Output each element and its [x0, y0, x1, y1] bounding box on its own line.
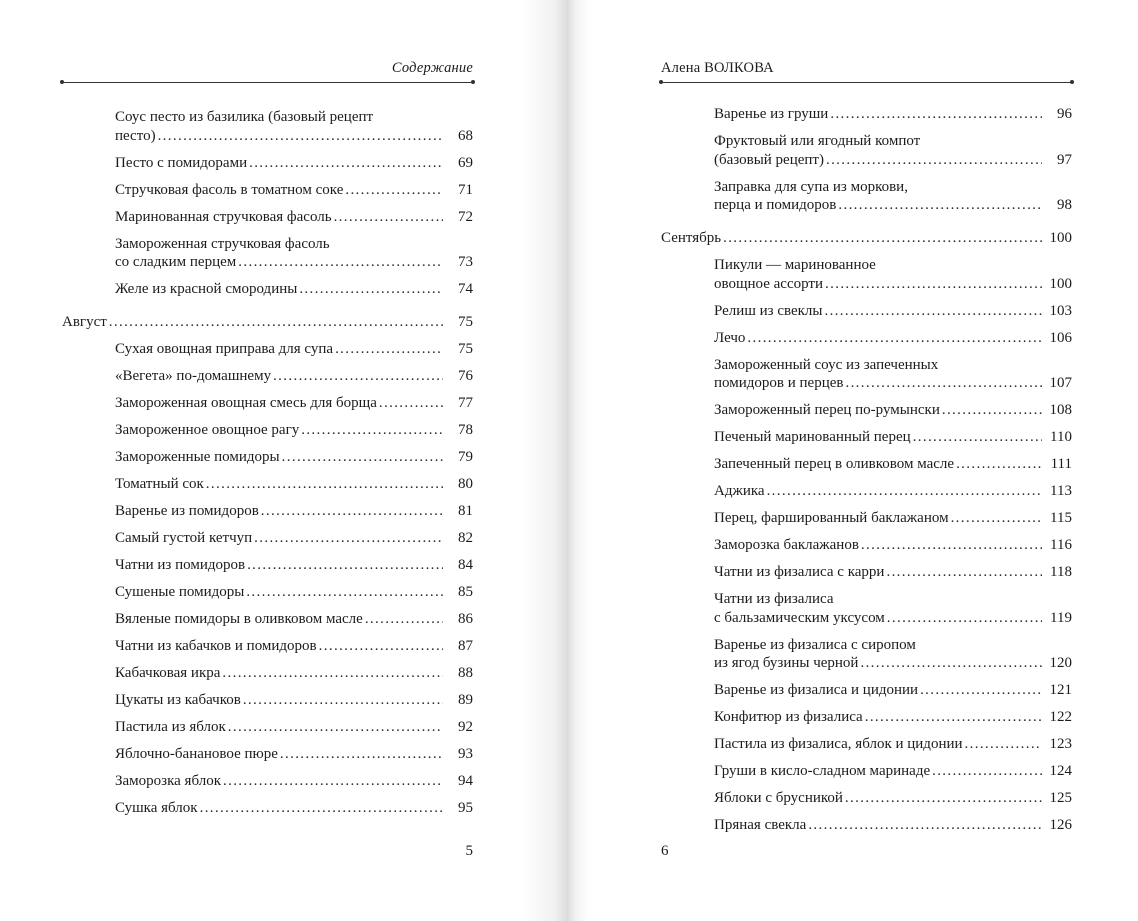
- toc-entry: [62, 367, 473, 386]
- toc-page-number: 100: [1049, 230, 1072, 246]
- toc-entry: [661, 816, 1072, 835]
- dot-leader: [334, 208, 443, 227]
- toc-entry-title: Замороженные помидоры: [115, 449, 280, 465]
- toc-entry-title: Яблочно-банановое пюре: [115, 746, 278, 762]
- dot-leader: [886, 563, 1042, 582]
- toc-entry-title-line: Фруктовый или ягодный компот: [714, 133, 921, 149]
- dot-leader: [860, 654, 1042, 673]
- toc-entry: [62, 340, 473, 359]
- dot-leader: [273, 367, 443, 386]
- toc-entry: [661, 256, 1072, 293]
- toc-entry-title: Кабачковая икра: [115, 665, 221, 681]
- toc-page-number: 88: [458, 665, 473, 681]
- toc-section-entry: [661, 229, 1072, 248]
- toc-page-number: 100: [1049, 275, 1072, 292]
- dot-leader: [826, 151, 1042, 170]
- toc-page-number: 82: [458, 530, 473, 546]
- toc-page-number: 94: [458, 773, 473, 789]
- toc-page-number: 97: [1057, 151, 1072, 168]
- toc-entry-title: Сушеные помидоры: [115, 584, 245, 600]
- toc-entry: [62, 583, 473, 602]
- toc-page-number: 123: [1049, 736, 1072, 752]
- dot-leader: [246, 583, 443, 602]
- toc-entry: [62, 745, 473, 764]
- toc-entry: [661, 105, 1072, 124]
- dot-leader: [824, 302, 1042, 321]
- toc-entry: [62, 502, 473, 521]
- toc-page-number: 115: [1050, 510, 1072, 526]
- dot-leader: [956, 455, 1042, 474]
- toc-page-number: 93: [458, 746, 473, 762]
- toc-page-number: 113: [1050, 483, 1072, 499]
- toc-page-number: 98: [1057, 197, 1072, 213]
- toc-entry-title: Заморозка яблок: [115, 773, 221, 789]
- toc-entry: [661, 329, 1072, 348]
- dot-leader: [345, 181, 443, 200]
- toc-entry: [62, 181, 473, 200]
- toc-page-number: 71: [458, 181, 473, 198]
- toc-page-number: 95: [458, 800, 473, 816]
- toc-entry-title: перца и помидоров: [714, 197, 837, 213]
- dot-leader: [379, 394, 443, 413]
- page-number: 6: [661, 843, 669, 859]
- toc-entry: [62, 772, 473, 791]
- dot-leader: [767, 482, 1042, 501]
- left-page: [0, 0, 567, 921]
- toc-page-number: 85: [458, 584, 473, 600]
- toc-entry-title: Чатни из кабачков и помидоров: [115, 638, 317, 654]
- toc-page-number: 108: [1049, 402, 1072, 418]
- toc-page-number: 81: [458, 503, 473, 519]
- toc-page-number: 118: [1050, 564, 1072, 580]
- toc-entry: [661, 401, 1072, 420]
- toc-entry-title: Томатный сок: [115, 476, 204, 492]
- toc-entry: [661, 762, 1072, 781]
- toc-entry-title-line: Соус песто из базилика (базовый рецепт: [115, 109, 374, 125]
- toc-entry: [62, 280, 473, 299]
- toc-entry-title-line: Чатни из физалиса: [714, 591, 834, 607]
- running-head: Содержание: [391, 60, 473, 76]
- toc-entry-title: Яблоки с брусникой: [714, 790, 843, 806]
- toc-entry-title: Замороженное овощное рагу: [115, 422, 300, 438]
- toc-entry-title: Варенье из физалиса и цидонии: [714, 682, 919, 698]
- dot-leader: [247, 556, 443, 575]
- toc-page-number: 79: [458, 449, 473, 465]
- toc-entry: [661, 132, 1072, 169]
- dot-leader: [942, 401, 1042, 420]
- toc-entry-title: Груши в кисло-сладном маринаде: [714, 763, 931, 779]
- toc-entry: [62, 556, 473, 575]
- toc-page-number: 116: [1050, 537, 1072, 553]
- toc-page-number: 121: [1049, 682, 1072, 698]
- toc-entry: [62, 637, 473, 656]
- toc-entry-title: «Вегета» по-домашнему: [115, 368, 272, 384]
- toc-page-number: 76: [458, 368, 473, 384]
- dot-leader: [280, 745, 443, 764]
- dot-leader: [965, 735, 1042, 754]
- toc-entry-title: Варенье из помидоров: [115, 503, 259, 519]
- toc-entry: [62, 448, 473, 467]
- toc-entry: [661, 455, 1072, 474]
- toc-page-number: 80: [458, 476, 473, 492]
- right-page: [567, 0, 1138, 921]
- toc-entry: [661, 789, 1072, 808]
- toc-entry-title: Заморозка баклажанов: [714, 537, 859, 553]
- toc-entry-title: Сушка яблок: [115, 800, 198, 816]
- toc-entry-title: Перец, фаршированный баклажаном: [714, 510, 949, 526]
- dot-leader: [913, 428, 1042, 447]
- toc-page-number: 78: [458, 422, 473, 438]
- toc-page-number: 124: [1049, 763, 1072, 779]
- toc-entry-title: Конфитюр из физалиса: [714, 709, 863, 725]
- toc-entry: [62, 208, 473, 227]
- toc-page-number: 122: [1049, 709, 1072, 725]
- toc-entry: [661, 636, 1072, 673]
- toc-page-number: 72: [458, 208, 473, 225]
- dot-leader: [282, 448, 443, 467]
- dot-leader: [920, 681, 1042, 700]
- toc-entry-title: Пастила из яблок: [115, 719, 226, 735]
- dot-leader: [365, 610, 443, 629]
- dot-leader: [830, 105, 1042, 124]
- dot-leader: [238, 253, 443, 272]
- dot-leader: [825, 275, 1042, 294]
- toc-entry: [661, 482, 1072, 501]
- toc-entry-title: Запеченный перец в оливковом масле: [714, 456, 955, 472]
- toc-page-number: 111: [1050, 456, 1072, 472]
- toc-entry-title: Замороженная овощная смесь для борща: [115, 395, 377, 411]
- toc-entry: [661, 563, 1072, 582]
- toc-entry-title: с бальзамическим уксусом: [714, 609, 885, 626]
- header-rule: [661, 82, 1072, 83]
- toc-entry: [661, 681, 1072, 700]
- toc-entry-title: Стручковая фасоль в томатном соке: [115, 181, 344, 198]
- toc-page-number: 103: [1049, 302, 1072, 319]
- toc-entry: [661, 302, 1072, 321]
- dot-leader: [228, 718, 443, 737]
- dot-leader: [261, 502, 443, 521]
- toc-entry-title: Маринованная стручковая фасоль: [115, 208, 332, 225]
- toc-entry-title: Пастила из физалиса, яблок и цидонии: [714, 736, 963, 752]
- dot-leader: [301, 421, 443, 440]
- toc-entry-title: Чатни из физалиса с карри: [714, 564, 885, 580]
- toc-page-number: 107: [1049, 375, 1072, 391]
- dot-leader: [223, 772, 443, 791]
- toc-entry-title: Песто с помидорами: [115, 154, 248, 171]
- running-head: Алена ВОЛКОВА: [661, 60, 774, 76]
- toc-page-number: 86: [458, 611, 473, 627]
- toc-page-number: 89: [458, 692, 473, 708]
- toc-entry: [62, 691, 473, 710]
- dot-leader: [109, 313, 443, 332]
- toc-entry: [661, 708, 1072, 727]
- dot-leader: [808, 816, 1042, 835]
- toc-entry: [62, 610, 473, 629]
- dot-leader: [158, 127, 443, 146]
- toc-entry: [62, 108, 473, 145]
- toc-entry-title: Печеный маринованный перец: [714, 429, 911, 445]
- toc-page-number: 74: [458, 281, 473, 297]
- toc-entry-title: Аджика: [714, 483, 765, 499]
- toc-entry-title: Лечо: [714, 329, 746, 346]
- toc-entry-title: Цукаты из кабачков: [115, 692, 241, 708]
- toc-entry-title: песто): [115, 127, 156, 144]
- toc-page-number: 125: [1049, 790, 1072, 806]
- toc-entry: [661, 536, 1072, 555]
- toc-page-number: 87: [458, 638, 473, 654]
- dot-leader: [222, 664, 443, 683]
- toc-entry-title: Сентябрь: [661, 230, 722, 246]
- dot-leader: [254, 529, 443, 548]
- dot-leader: [319, 637, 443, 656]
- toc-entry-title-line: Замороженная стручковая фасоль: [115, 235, 330, 252]
- table-of-contents: [62, 108, 473, 826]
- toc-entry-title: Варенье из груши: [714, 106, 829, 122]
- toc-page-number: 68: [458, 127, 473, 144]
- toc-section-entry: [62, 313, 473, 332]
- toc-entry-title: (базовый рецепт): [714, 151, 824, 168]
- toc-entry: [62, 475, 473, 494]
- toc-page-number: 84: [458, 557, 473, 573]
- toc-page-number: 75: [458, 314, 473, 330]
- toc-entry: [62, 235, 473, 272]
- dot-leader: [861, 536, 1042, 555]
- dot-leader: [206, 475, 443, 494]
- dot-leader: [249, 154, 443, 173]
- dot-leader: [299, 280, 443, 299]
- toc-page-number: 106: [1049, 329, 1072, 346]
- toc-page-number: 92: [458, 719, 473, 735]
- toc-entry: [62, 799, 473, 818]
- header-rule: [62, 82, 473, 83]
- toc-entry-title: Желе из красной смородины: [115, 281, 298, 297]
- toc-entry: [62, 394, 473, 413]
- toc-entry: [661, 428, 1072, 447]
- dot-leader: [887, 609, 1042, 628]
- toc-entry-title: из ягод бузины черной: [714, 655, 859, 671]
- toc-entry-title-line: Заправка для супа из моркови,: [714, 178, 908, 195]
- dot-leader: [200, 799, 443, 818]
- dot-leader: [845, 789, 1042, 808]
- toc-entry-title: Релиш из свеклы: [714, 302, 823, 319]
- dot-leader: [335, 340, 443, 359]
- toc-page-number: 110: [1050, 429, 1072, 445]
- toc-entry: [62, 154, 473, 173]
- toc-entry: [62, 718, 473, 737]
- toc-entry: [62, 529, 473, 548]
- dot-leader: [951, 509, 1042, 528]
- toc-entry-title: Август: [62, 314, 107, 330]
- table-of-contents: [661, 105, 1072, 843]
- toc-entry-title: помидоров и перцев: [714, 375, 844, 391]
- toc-entry-title: Самый густой кетчуп: [115, 530, 253, 546]
- page-number: 5: [465, 843, 473, 859]
- toc-page-number: 77: [458, 395, 473, 411]
- toc-entry-title: овощное ассорти: [714, 275, 824, 292]
- toc-entry-title: со сладким перцем: [115, 254, 237, 270]
- toc-page-number: 75: [458, 341, 473, 357]
- toc-entry: [62, 664, 473, 683]
- gutter-shadow: [567, 0, 589, 921]
- toc-entry: [661, 356, 1072, 393]
- toc-entry-title: Замороженный перец по-румынски: [714, 402, 940, 418]
- dot-leader: [845, 374, 1042, 393]
- dot-leader: [865, 708, 1042, 727]
- toc-entry: [62, 421, 473, 440]
- toc-entry: [661, 178, 1072, 215]
- dot-leader: [723, 229, 1042, 248]
- gutter-shadow: [521, 0, 567, 921]
- toc-entry: [661, 735, 1072, 754]
- toc-page-number: 73: [458, 254, 473, 270]
- dot-leader: [243, 691, 443, 710]
- toc-entry-title-line: Пикули — маринованное: [714, 257, 876, 273]
- toc-page-number: 119: [1050, 609, 1072, 626]
- toc-page-number: 96: [1057, 106, 1072, 122]
- dot-leader: [838, 196, 1042, 215]
- toc-entry-title: Сухая овощная приправа для супа: [115, 341, 334, 357]
- toc-page-number: 126: [1049, 817, 1072, 833]
- dot-leader: [747, 329, 1042, 348]
- toc-entry-title: Пряная свекла: [714, 817, 807, 833]
- toc-entry: [661, 509, 1072, 528]
- toc-entry: [661, 590, 1072, 627]
- toc-entry-title-line: Замороженный соус из запеченных: [714, 356, 939, 373]
- toc-page-number: 69: [458, 154, 473, 171]
- toc-entry-title-line: Варенье из физалиса с сиропом: [714, 636, 916, 653]
- toc-entry-title: Чатни из помидоров: [115, 557, 246, 573]
- dot-leader: [932, 762, 1042, 781]
- toc-page-number: 120: [1049, 655, 1072, 671]
- toc-entry-title: Вяленые помидоры в оливковом масле: [115, 611, 363, 627]
